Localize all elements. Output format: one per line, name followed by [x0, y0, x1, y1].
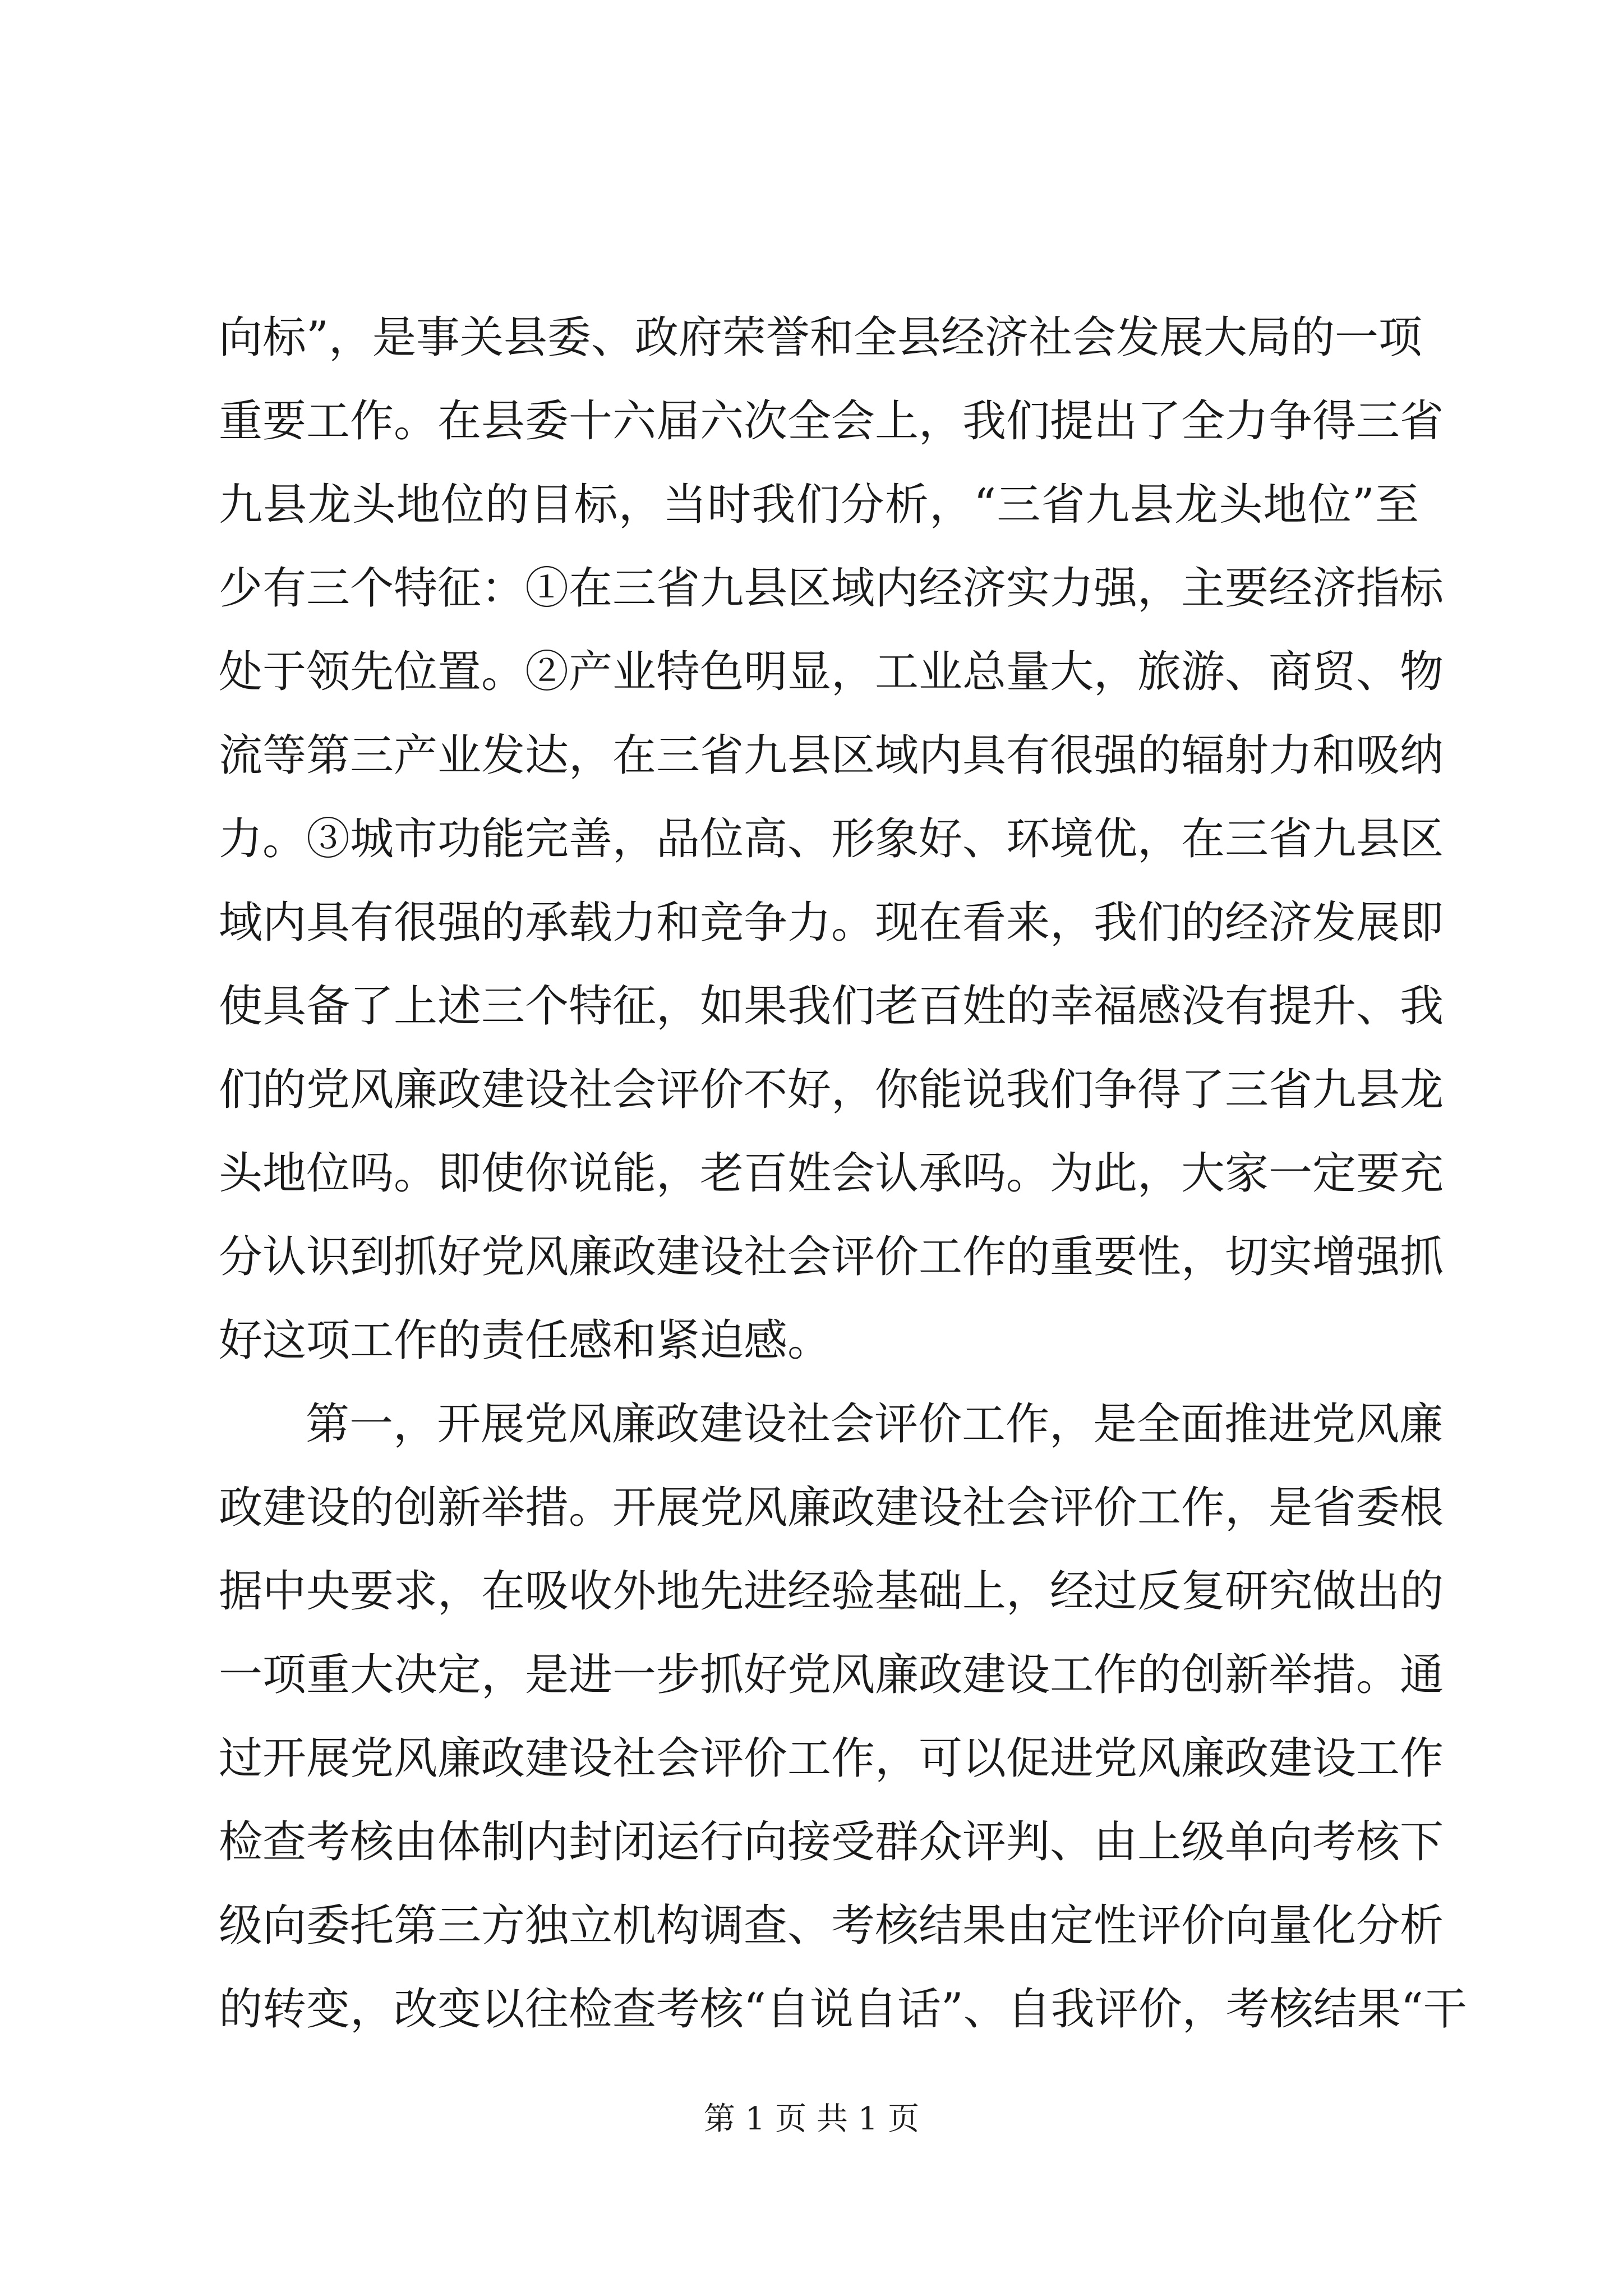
text-line: 过开展党风廉政建设社会评价工作，可以促进党风廉政建设工作	[219, 1733, 1444, 1784]
text-line: 流等第三产业发达，在三省九县区域内具有很强的辐射力和吸纳	[219, 730, 1444, 781]
page-footer: 第 1 页 共 1 页	[703, 2101, 920, 2137]
text-line: 头地位吗。即使你说能，老百姓会认承吗。为此，大家一定要充	[219, 1148, 1444, 1199]
text-line: 好这项工作的责任感和紧迫感。	[219, 1315, 832, 1366]
text-line: 一项重大决定，是进一步抓好党风廉政建设工作的创新举措。通	[219, 1650, 1444, 1700]
text-line: 据中央要求，在吸收外地先进经验基础上，经过反复研究做出的	[219, 1566, 1444, 1617]
text-line: 域内具有很强的承载力和竞争力。现在看来，我们的经济发展即	[219, 898, 1444, 948]
text-line: 少有三个特征：①在三省九县区域内经济实力强，主要经济指标	[219, 563, 1444, 614]
text-line: 重要工作。在县委十六届六次全会上，我们提出了全力争得三省	[219, 396, 1444, 447]
text-line: 力。③城市功能完善，品位高、形象好、环境优，在三省九县区	[219, 814, 1444, 864]
text-line: 向标”，是事关县委、政府荣誉和全县经济社会发展大局的一项	[219, 312, 1422, 363]
text-line: 的转变，改变以往检查考核“自说自话”、自我评价，考核结果“干	[219, 1984, 1467, 2035]
text-line: 检查考核由体制内封闭运行向接受群众评判、由上级单向考核下	[219, 1817, 1444, 1867]
text-line: 处于领先位置。②产业特色明显，工业总量大，旅游、商贸、物	[219, 647, 1444, 697]
text-line: 使具备了上述三个特征，如果我们老百姓的幸福感没有提升、我	[219, 981, 1444, 1032]
text-line: 分认识到抓好党风廉政建设社会评价工作的重要性，切实增强抓	[219, 1232, 1444, 1282]
text-line: 九县龙头地位的目标，当时我们分析，“三省九县龙头地位”至	[219, 480, 1419, 530]
paragraph-first-line: 第一，开展党风廉政建设社会评价工作，是全面推进党风廉	[306, 1399, 1444, 1450]
text-line: 级向委托第三方独立机构调查、考核结果由定性评价向量化分析	[219, 1901, 1444, 1951]
text-line: 们的党风廉政建设社会评价不好，你能说我们争得了三省九县龙	[219, 1065, 1444, 1115]
text-line: 政建设的创新举措。开展党风廉政建设社会评价工作，是省委根	[219, 1483, 1444, 1533]
